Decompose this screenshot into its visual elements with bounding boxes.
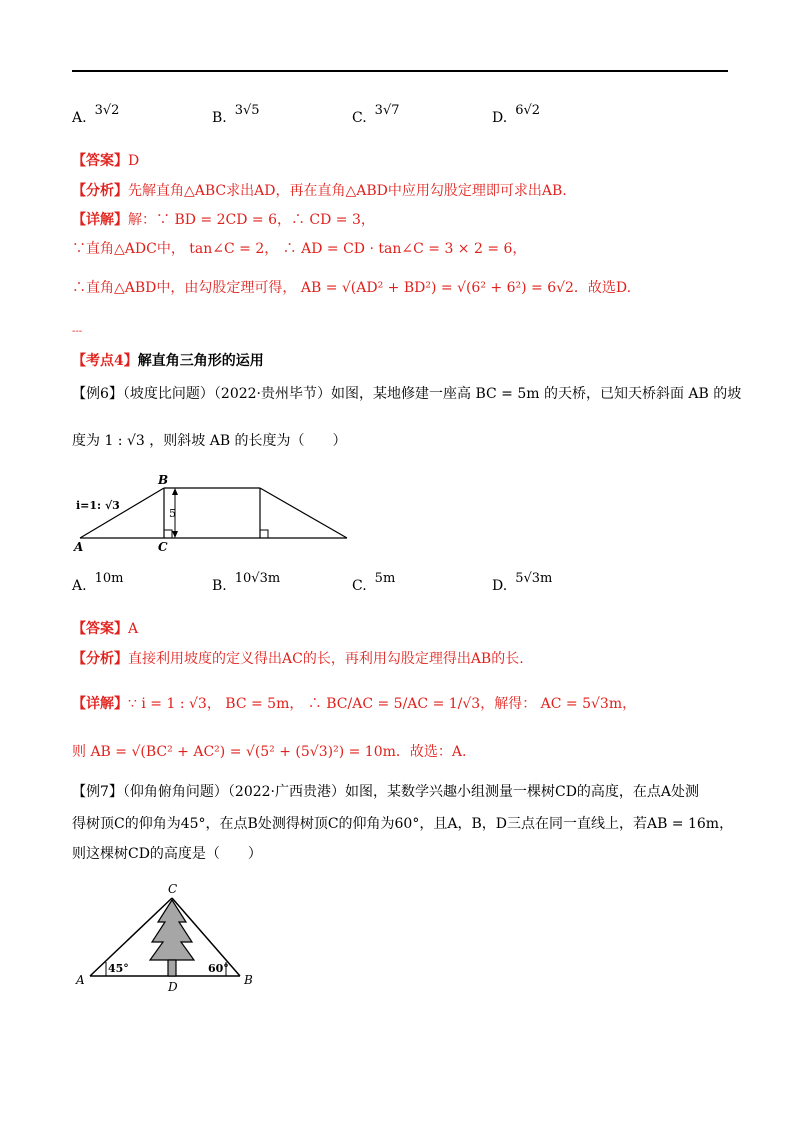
ex7-line3: 则这棵树CD的高度是（ ） bbox=[72, 846, 262, 862]
ex6-detail-line2: 则 AB = √(BC² + AC²) = √(5² + (5√3)²) = 10m．故选：A. bbox=[72, 744, 467, 760]
slope-left bbox=[80, 488, 164, 538]
slope-right bbox=[260, 488, 347, 538]
point-a: A bbox=[76, 973, 85, 987]
point-c: C bbox=[168, 882, 178, 896]
arrow-up bbox=[172, 488, 178, 495]
ex7-line1: 【例7】（仰角俯角问题）（2022·广西贵港）如图，某数学兴趣小组测量一棵树CD的高度，在点A处测 bbox=[72, 784, 700, 800]
ex6-option-d: D. 5√3m bbox=[492, 571, 553, 594]
ex7-figure bbox=[72, 880, 267, 995]
slope-label: i=1: √3 bbox=[76, 499, 120, 512]
point-a: A bbox=[74, 540, 84, 554]
right-angle-d bbox=[260, 530, 268, 538]
q5-option-d: D. 6√2 bbox=[492, 103, 541, 126]
angle-a-label: 45° bbox=[108, 962, 129, 975]
q5-option-a: A. 3√2 bbox=[72, 103, 120, 126]
ex6-answer: 【答案】A bbox=[72, 621, 139, 637]
ex6-option-b: B. 10√3m bbox=[212, 571, 281, 594]
ex6-detail-line1: 【详解】∵ i = 1 : √3， BC = 5m， ∴ BC/AC = 5/AC = 1/√3，解得： AC = 5√3m， bbox=[72, 696, 637, 712]
kaodian-heading: 【考点4】解直角三角形的运用 bbox=[72, 353, 264, 369]
ex6-figure bbox=[72, 470, 362, 555]
point-c: C bbox=[158, 540, 168, 554]
height-label: 5 bbox=[169, 507, 176, 520]
q5-answer: 【答案】D bbox=[72, 153, 140, 169]
angle-b-label: 60° bbox=[208, 962, 229, 975]
tree-trunk bbox=[168, 960, 176, 976]
separator: --- bbox=[72, 326, 83, 337]
q5-option-c: C. 3√7 bbox=[352, 103, 400, 126]
header-rule bbox=[72, 70, 728, 72]
ex6-line1: 【例6】（坡度比问题）（2022·贵州毕节）如图，某地修建一座高 BC = 5m 的天桥，已知天桥斜面 AB 的坡 bbox=[72, 386, 742, 402]
q5-detail-line3: ∴直角△ABD中，由勾股定理可得， AB = √(AD² + BD²) = √(6² + 6²) = 6√2．故选D. bbox=[72, 280, 632, 296]
tree-crown bbox=[150, 900, 194, 960]
ex6-line2: 度为 1 : √3 ，则斜坡 AB 的长度为（ ） bbox=[72, 433, 347, 449]
q5-detail-line2: ∵直角△ADC中， tan∠C = 2， ∴ AD = CD · tan∠C = 3 × 2 = 6， bbox=[72, 241, 527, 257]
point-d: D bbox=[168, 980, 178, 994]
point-b: B bbox=[158, 473, 169, 487]
right-angle-c bbox=[164, 530, 172, 538]
q5-option-b: B. 3√5 bbox=[212, 103, 260, 126]
q5-analysis: 【分析】先解直角△ABC求出AD，再在直角△ABD中应用勾股定理即可求出AB. bbox=[72, 183, 567, 199]
ex6-option-c: C. 5m bbox=[352, 571, 396, 594]
arrow-down bbox=[172, 531, 178, 538]
ex7-line2: 得树顶C的仰角为45°，在点B处测得树顶C的仰角为60°，且A，B，D三点在同一直线上，若AB = 16m， bbox=[72, 816, 734, 832]
point-b: B bbox=[244, 973, 253, 987]
ex6-analysis: 【分析】直接利用坡度的定义得出AC的长，再利用勾股定理得出AB的长. bbox=[72, 651, 524, 667]
q5-detail-line1: 【详解】解：∵ BD = 2CD = 6，∴ CD = 3， bbox=[72, 212, 375, 228]
ex6-option-a: A. 10m bbox=[72, 571, 124, 594]
